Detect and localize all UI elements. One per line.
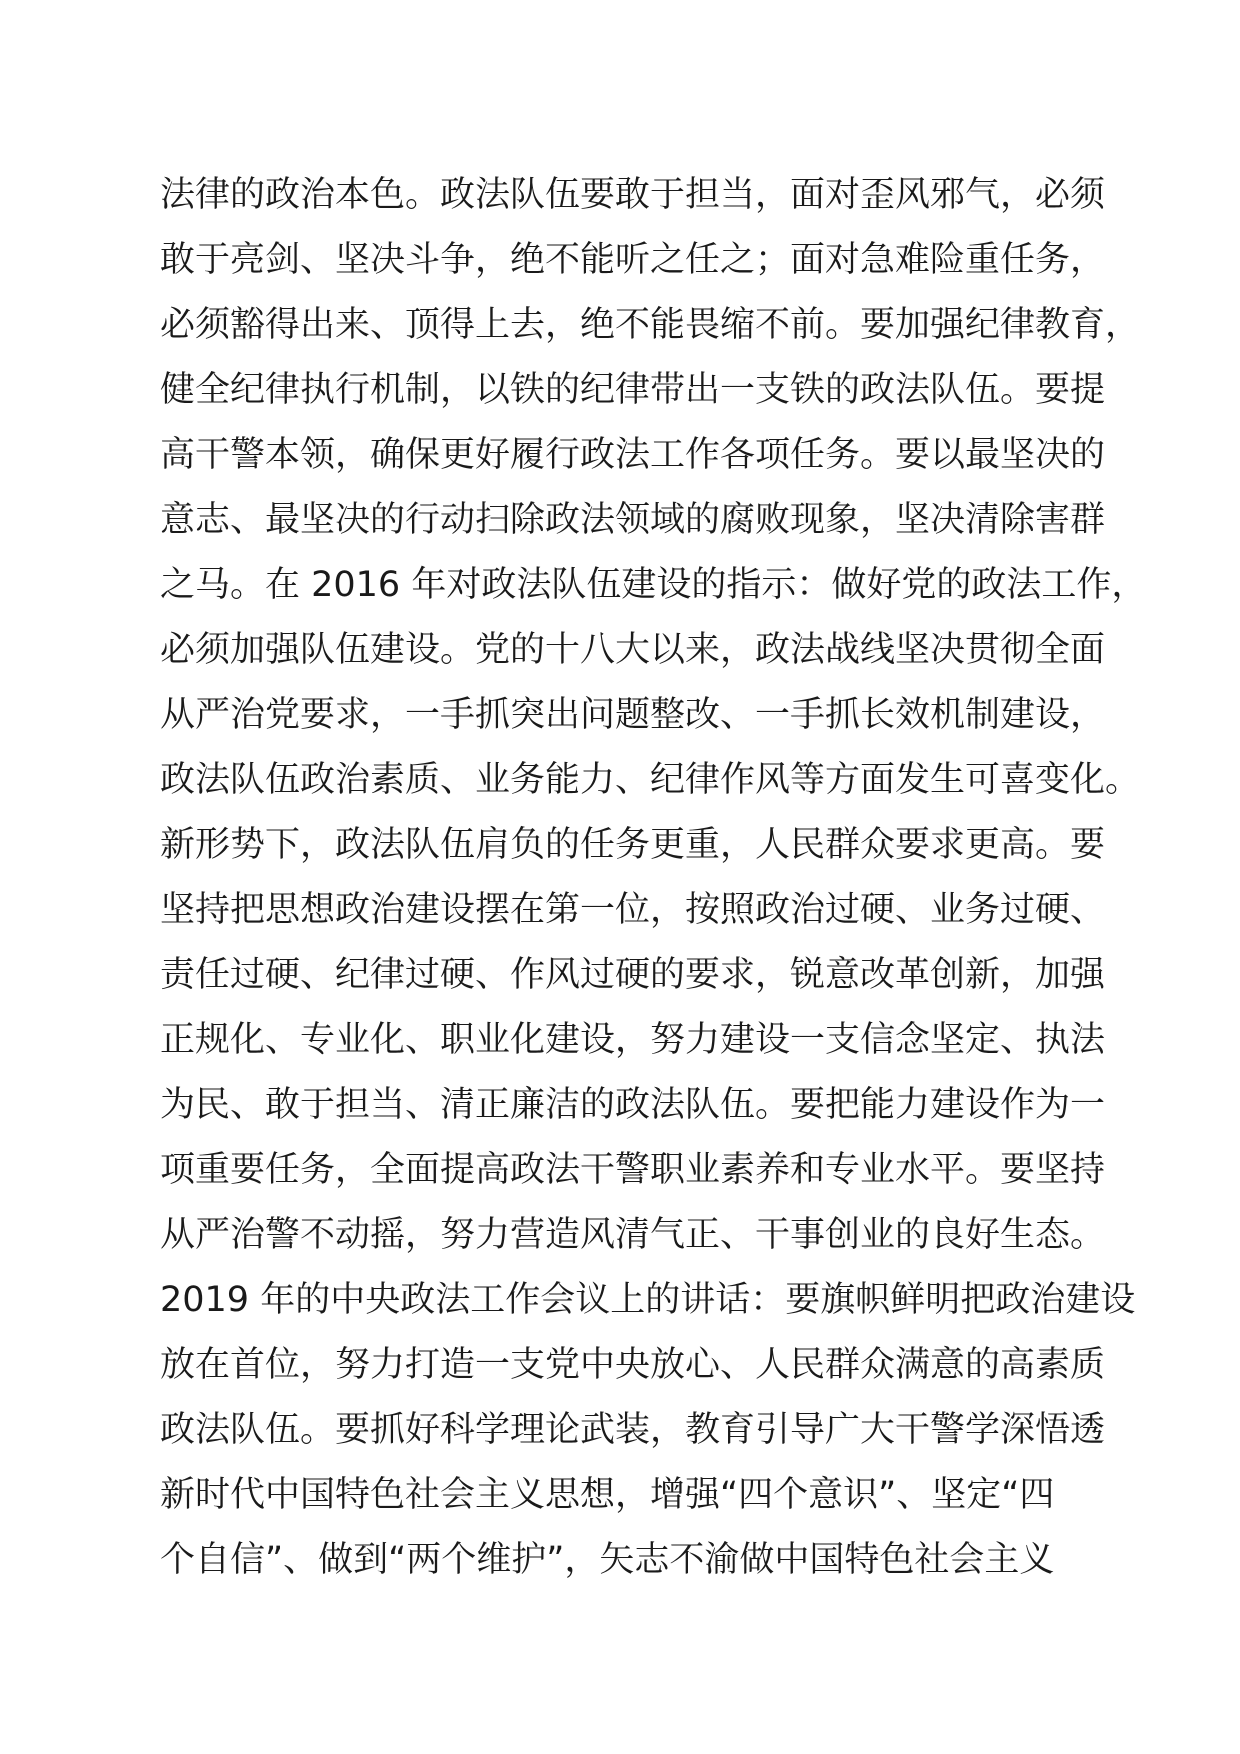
text-line: 政法队伍。要抓好科学理论武装，教育引导广大干警学深悟透 [160, 1410, 1106, 1450]
text-line: 责任过硬、纪律过硬、作风过硬的要求，锐意改革创新，加强 [160, 955, 1106, 995]
text-line: 正规化、专业化、职业化建设，努力建设一支信念坚定、执法 [160, 1020, 1106, 1060]
text-line: 必须加强队伍建设。党的十八大以来，政法战线坚决贯彻全面 [160, 630, 1106, 670]
text-line: 健全纪律执行机制，以铁的纪律带出一支铁的政法队伍。要提 [160, 370, 1106, 410]
text-line: 敢于亮剑、坚决斗争，绝不能听之任之；面对急难险重任务， [160, 240, 1106, 280]
text-line: 为民、敢于担当、清正廉洁的政法队伍。要把能力建设作为一 [160, 1085, 1106, 1125]
text-line: 从严治警不动摇，努力营造风清气正、干事创业的良好生态。 [160, 1215, 1106, 1255]
text-line: 政法队伍政治素质、业务能力、纪律作风等方面发生可喜变化。 [160, 760, 1141, 800]
text-line: 项重要任务，全面提高政法干警职业素养和专业水平。要坚持 [160, 1150, 1106, 1190]
text-line: 新形势下，政法队伍肩负的任务更重，人民群众要求更高。要 [160, 825, 1106, 865]
text-line: 法律的政治本色。政法队伍要敢于担当，面对歪风邪气，必须 [160, 175, 1106, 215]
text-line: 之马。在 2016 年对政法队伍建设的指示：做好党的政法工作， [160, 565, 1147, 605]
text-line: 2019 年的中央政法工作会议上的讲话：要旗帜鲜明把政治建设 [160, 1280, 1136, 1320]
text-line: 从严治党要求，一手抓突出问题整改、一手抓长效机制建设， [160, 695, 1106, 735]
text-line: 新时代中国特色社会主义思想，增强“四个意识”、坚定“四 [160, 1475, 1055, 1515]
text-line: 放在首位，努力打造一支党中央放心、人民群众满意的高素质 [160, 1345, 1106, 1385]
body-text [160, 163, 1147, 1593]
text-line: 意志、最坚决的行动扫除政法领域的腐败现象，坚决清除害群 [160, 500, 1106, 540]
text-line: 必须豁得出来、顶得上去，绝不能畏缩不前。要加强纪律教育， [160, 305, 1141, 345]
text-line: 高干警本领，确保更好履行政法工作各项任务。要以最坚决的 [160, 435, 1106, 475]
text-line: 个自信”、做到“两个维护”，矢志不渝做中国特色社会主义 [160, 1540, 1055, 1580]
text-line: 坚持把思想政治建设摆在第一位，按照政治过硬、业务过硬、 [160, 890, 1106, 930]
